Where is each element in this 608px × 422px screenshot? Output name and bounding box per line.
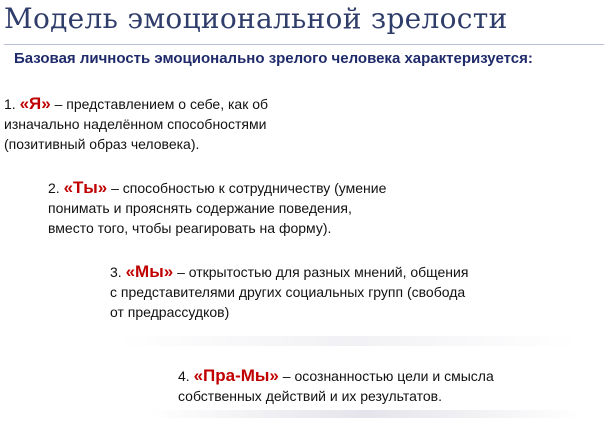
item-text-line: понимать и прояснять содержание поведения, <box>48 200 352 216</box>
item-number: 3. <box>110 264 122 280</box>
item-number: 4. <box>178 368 190 384</box>
slide-subtitle: Базовая личность эмоционально зрелого человека характеризуется: <box>14 50 533 67</box>
item-text-line: – открытостью для разных мнений, общения <box>177 264 469 280</box>
title-divider <box>4 44 604 45</box>
list-item-ty <box>48 178 386 238</box>
decorative-shadow <box>150 410 580 418</box>
slide-title: Модель эмоциональной зрелости <box>4 2 508 35</box>
item-text-line: собственных действий и их результатов. <box>178 388 442 404</box>
item-text-line: с представителями других социальных групп (свобода <box>110 284 466 300</box>
item-keyword: «Ты» <box>63 178 108 197</box>
list-item-ya <box>4 94 268 154</box>
item-first-line <box>110 262 468 282</box>
decorative-fade <box>118 336 578 346</box>
item-first-line <box>48 178 386 198</box>
item-text-line: изначально наделённом способностями <box>4 116 267 132</box>
item-text-line: от предрассудков) <box>110 304 230 320</box>
item-keyword: «Я» <box>19 94 51 113</box>
item-text-line: – осознанностью цели и смысла <box>282 368 494 384</box>
item-number: 2. <box>48 180 60 196</box>
item-keyword: «Мы» <box>125 262 174 281</box>
item-text-line: (позитивный образ человека). <box>4 136 200 152</box>
item-first-line <box>4 94 268 114</box>
item-first-line <box>178 366 494 386</box>
item-text-line: – представлением о себе, как об <box>54 96 269 112</box>
list-item-pra-my <box>178 366 494 406</box>
item-text-line: – способностью к сотрудничеству (умение <box>111 180 387 196</box>
item-number: 1. <box>4 96 16 112</box>
item-text-line: вместо того, чтобы реагировать на форму). <box>48 220 332 236</box>
list-item-my <box>110 262 468 322</box>
item-keyword: «Пра-Мы» <box>193 366 279 385</box>
